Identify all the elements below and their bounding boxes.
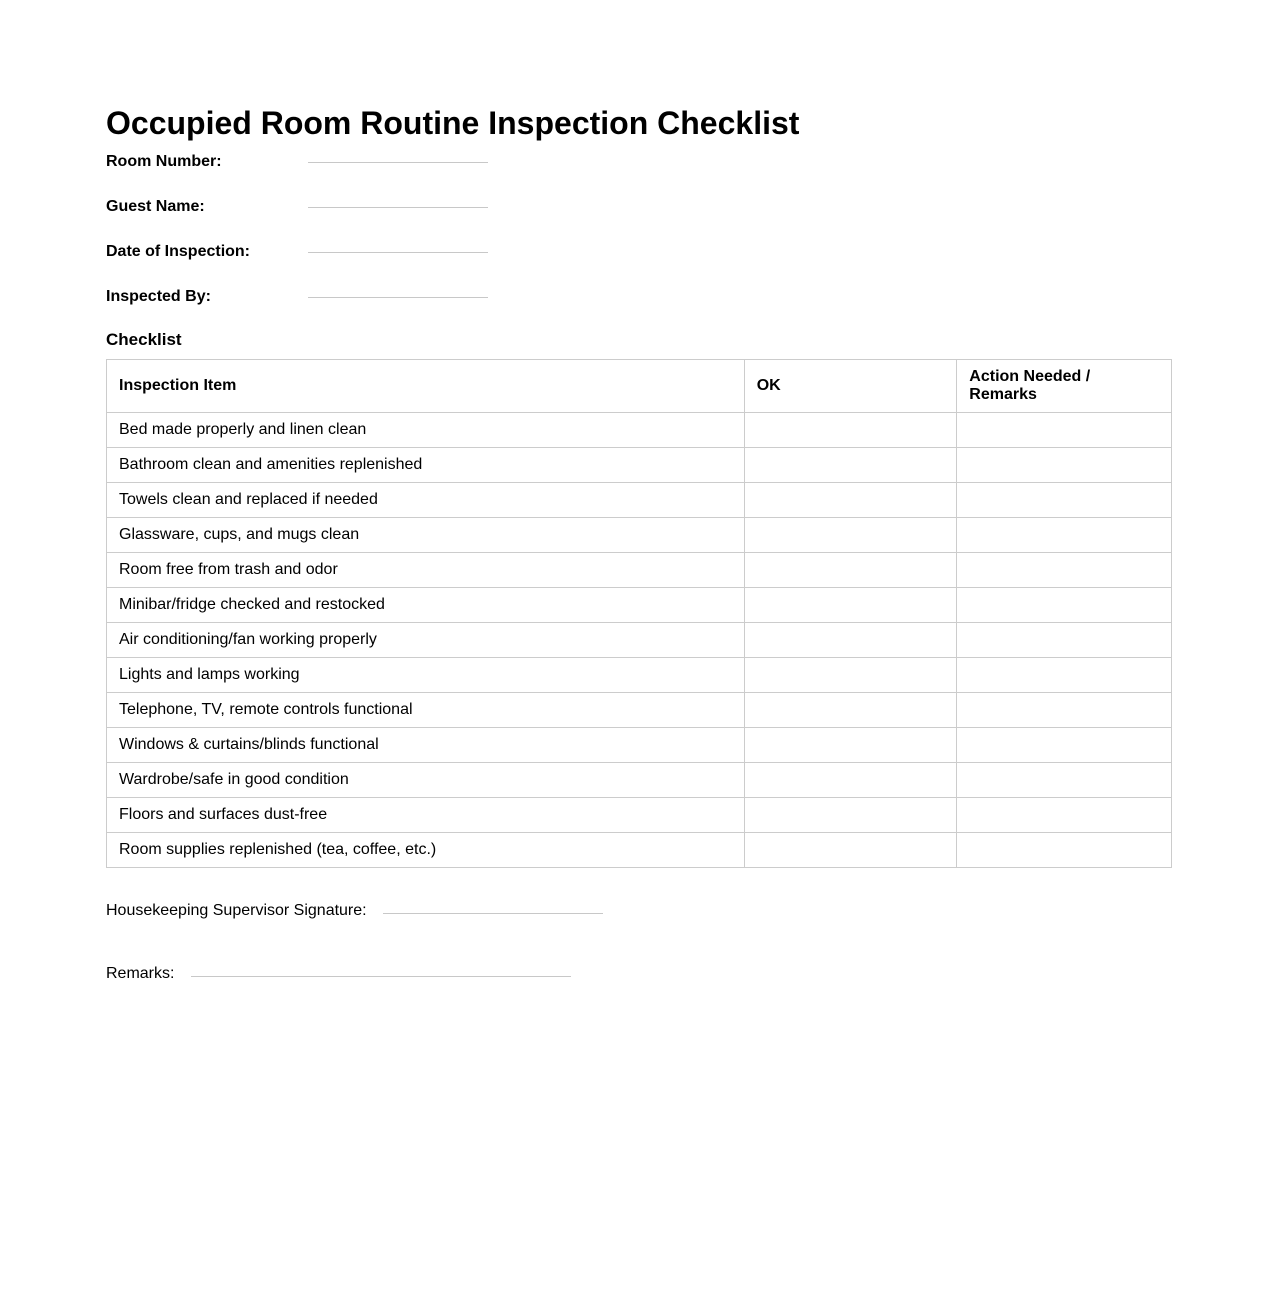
room-number-label: Room Number: [106,153,222,170]
remarks-cell[interactable] [957,518,1172,553]
remarks-cell[interactable] [957,658,1172,693]
remarks-cell[interactable] [957,623,1172,658]
ok-cell[interactable] [744,518,957,553]
ok-cell[interactable] [744,553,957,588]
remarks-cell[interactable] [957,553,1172,588]
inspection-item-cell: Floors and surfaces dust-free [107,798,745,833]
room-number-field [106,152,506,176]
inspection-item-cell: Glassware, cups, and mugs clean [107,518,745,553]
table-row [107,413,1172,448]
guest-name-field [106,197,506,221]
remarks-line[interactable] [191,976,571,977]
ok-cell[interactable] [744,588,957,623]
table-row [107,448,1172,483]
column-header-ok: OK [744,360,957,413]
table-row [107,728,1172,763]
inspection-item-cell: Room supplies replenished (tea, coffee, etc.) [107,833,745,868]
table-row [107,588,1172,623]
guest-name-label: Guest Name: [106,198,205,215]
table-header-row [107,360,1172,413]
table-row [107,693,1172,728]
inspection-item-cell: Towels clean and replaced if needed [107,483,745,518]
ok-cell[interactable] [744,833,957,868]
supervisor-signature-line[interactable] [383,913,603,914]
remarks-cell[interactable] [957,483,1172,518]
remarks-cell[interactable] [957,413,1172,448]
ok-cell[interactable] [744,483,957,518]
date-of-inspection-field [106,242,506,266]
remarks-cell[interactable] [957,833,1172,868]
table-row [107,518,1172,553]
date-of-inspection-label: Date of Inspection: [106,243,251,260]
ok-cell[interactable] [744,798,957,833]
ok-cell[interactable] [744,728,957,763]
column-header-action-needed: Action Needed / Remarks [957,360,1172,413]
room-number-input[interactable] [308,162,488,163]
remarks-cell[interactable] [957,588,1172,623]
table-row [107,798,1172,833]
supervisor-signature-field [106,901,606,925]
inspection-item-cell: Bathroom clean and amenities replenished [107,448,745,483]
checklist-table [106,359,1172,868]
table-row [107,623,1172,658]
table-row [107,553,1172,588]
inspection-item-cell: Lights and lamps working [107,658,745,693]
inspection-item-cell: Telephone, TV, remote controls functional [107,693,745,728]
inspection-item-cell: Minibar/fridge checked and restocked [107,588,745,623]
remarks-field [106,964,606,988]
inspection-item-cell: Bed made properly and linen clean [107,413,745,448]
inspection-item-cell: Room free from trash and odor [107,553,745,588]
table-row [107,763,1172,798]
inspected-by-label: Inspected By: [106,288,211,305]
date-of-inspection-input[interactable] [308,252,488,253]
guest-name-input[interactable] [308,207,488,208]
column-header-inspection-item: Inspection Item [107,360,745,413]
remarks-cell[interactable] [957,448,1172,483]
table-row [107,483,1172,518]
ok-cell[interactable] [744,623,957,658]
inspection-item-cell: Air conditioning/fan working properly [107,623,745,658]
ok-cell[interactable] [744,763,957,798]
ok-cell[interactable] [744,658,957,693]
remarks-cell[interactable] [957,798,1172,833]
page-title: Occupied Room Routine Inspection Checklist [106,105,800,141]
table-row [107,833,1172,868]
table-row [107,658,1172,693]
remarks-cell[interactable] [957,693,1172,728]
ok-cell[interactable] [744,448,957,483]
checklist-heading: Checklist [106,330,182,349]
inspection-item-cell: Wardrobe/safe in good condition [107,763,745,798]
inspection-item-cell: Windows & curtains/blinds functional [107,728,745,763]
inspected-by-input[interactable] [308,297,488,298]
remarks-cell[interactable] [957,728,1172,763]
remarks-label: Remarks: [106,965,175,982]
ok-cell[interactable] [744,413,957,448]
supervisor-signature-label: Housekeeping Supervisor Signature: [106,902,367,919]
ok-cell[interactable] [744,693,957,728]
inspected-by-field [106,287,506,311]
remarks-cell[interactable] [957,763,1172,798]
